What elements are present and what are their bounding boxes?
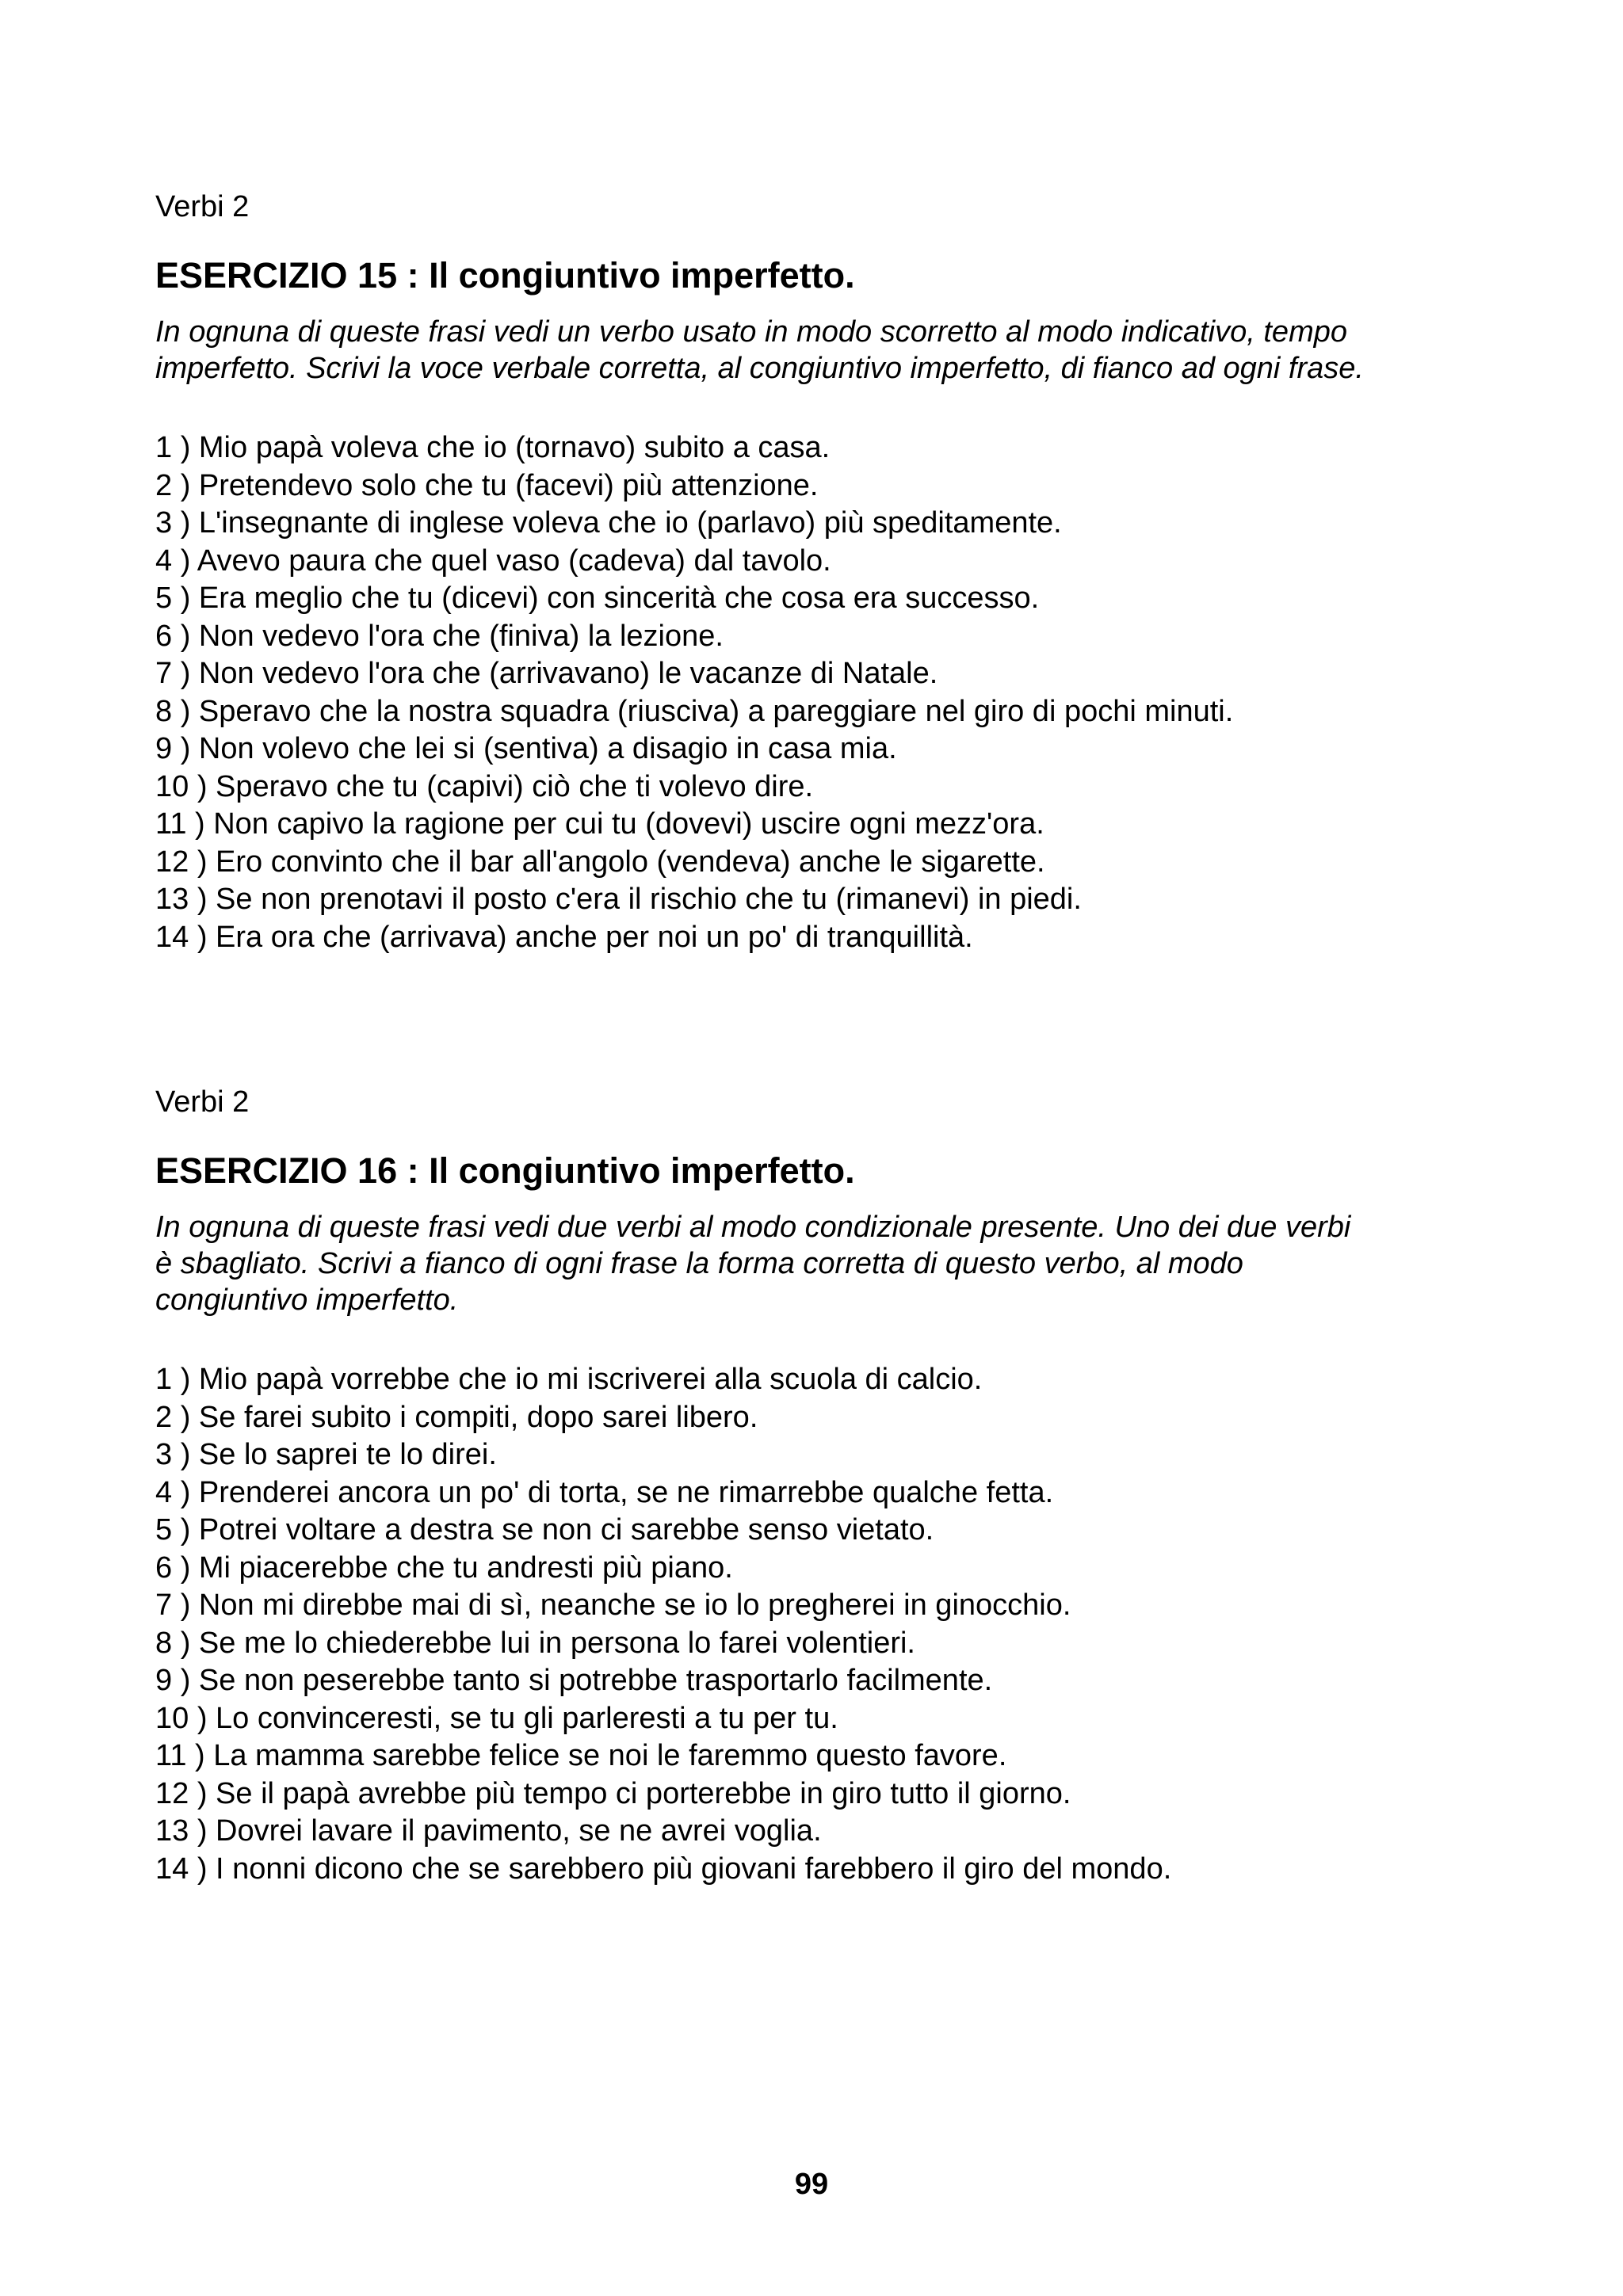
exercise-title: ESERCIZIO 16 : Il congiuntivo imperfetto.	[155, 1150, 855, 1191]
exercise-item: 14 ) Era ora che (arrivava) anche per noi un po' di tranquillità.	[155, 920, 973, 954]
section-category: Verbi 2	[155, 1085, 250, 1119]
exercise-item: 9 ) Se non peserebbe tanto si potrebbe trasportarlo facilmente.	[155, 1664, 993, 1697]
exercise-items-list	[155, 429, 1503, 956]
exercise-item: 7 ) Non vedevo l'ora che (arrivavano) le vacanze di Natale.	[155, 657, 938, 690]
exercise-item: 1 ) Mio papà voleva che io (tornavo) subito a casa.	[155, 431, 831, 464]
exercise-item: 4 ) Prenderei ancora un po' di torta, se ne rimarrebbe qualche fetta.	[155, 1475, 1054, 1509]
exercise-item: 7 ) Non mi direbbe mai di sì, neanche se io lo pregherei in ginocchio.	[155, 1589, 1071, 1622]
exercise-item: 5 ) Era meglio che tu (dicevi) con sincerità che cosa era successo.	[155, 582, 1040, 615]
exercise-item: 4 ) Avevo paura che quel vaso (cadeva) dal tavolo.	[155, 543, 831, 578]
exercise-item: 6 ) Non vedevo l'ora che (finiva) la lezione.	[155, 619, 724, 653]
exercise-item: 11 ) Non capivo la ragione per cui tu (dovevi) uscire ogni mezz'ora.	[155, 807, 1044, 841]
exercise-items-list	[155, 1361, 1503, 1888]
exercise-item: 3 ) L'insegnante di inglese voleva che io (parlavo) più speditamente.	[155, 506, 1062, 540]
exercise-item: 14 ) I nonni dicono che se sarebbero più giovani farebbero il giro del mondo.	[155, 1852, 1172, 1886]
exercise-item: 5 ) Potrei voltare a destra se non ci sarebbe senso vietato.	[155, 1513, 934, 1547]
exercise-16-section	[155, 1084, 1503, 1888]
exercise-item: 8 ) Se me lo chiederebbe lui in persona lo farei volentieri.	[155, 1626, 915, 1660]
exercise-title: ESERCIZIO 15 : Il congiuntivo imperfetto.	[155, 255, 855, 296]
exercise-item: 12 ) Ero convinto che il bar all'angolo (vendeva) anche le sigarette.	[155, 845, 1045, 879]
exercise-item: 1 ) Mio papà vorrebbe che io mi iscriverei alla scuola di calcio.	[155, 1363, 983, 1396]
section-category: Verbi 2	[155, 190, 250, 223]
exercise-item: 8 ) Speravo che la nostra squadra (riusciva) a pareggiare nel giro di pochi minuti.	[155, 694, 1234, 728]
exercise-item: 2 ) Pretendevo solo che tu (facevi) più attenzione.	[155, 468, 819, 502]
exercise-item: 13 ) Dovrei lavare il pavimento, se ne avrei voglia.	[155, 1814, 822, 1848]
exercise-item: 3 ) Se lo saprei te lo direi.	[155, 1438, 497, 1471]
exercise-item: 9 ) Non volevo che lei si (sentiva) a disagio in casa mia.	[155, 732, 897, 765]
exercise-instructions: In ognuna di queste frasi vedi un verbo usato in modo scorretto al modo indicativo, tempo imperfetto. Scrivi la voce verbale corretta, al congiuntivo imperfetto, di fianco ad ogni frase.	[155, 315, 1364, 385]
exercise-item: 11 ) La mamma sarebbe felice se noi le faremmo questo favore.	[155, 1739, 1007, 1772]
exercise-instructions: In ognuna di queste frasi vedi due verbi al modo condizionale presente. Uno dei due verbi è sbagliato. Scrivi a fianco di ogni frase la forma corretta di questo verbo, al modo congiuntivo imperfetto.	[155, 1211, 1351, 1317]
exercise-15-section	[155, 189, 1503, 956]
exercise-item: 10 ) Speravo che tu (capivi) ciò che ti volevo dire.	[155, 769, 814, 803]
exercise-item: 10 ) Lo convinceresti, se tu gli parleresti a tu per tu.	[155, 1701, 838, 1735]
exercise-item: 6 ) Mi piacerebbe che tu andresti più piano.	[155, 1550, 733, 1585]
exercise-item: 12 ) Se il papà avrebbe più tempo ci porterebbe in giro tutto il giorno.	[155, 1776, 1071, 1810]
exercise-item: 2 ) Se farei subito i compiti, dopo sarei libero.	[155, 1400, 758, 1434]
exercise-item: 13 ) Se non prenotavi il posto c'era il rischio che tu (rimanevi) in piedi.	[155, 883, 1082, 916]
page-number: 99	[794, 2168, 829, 2201]
